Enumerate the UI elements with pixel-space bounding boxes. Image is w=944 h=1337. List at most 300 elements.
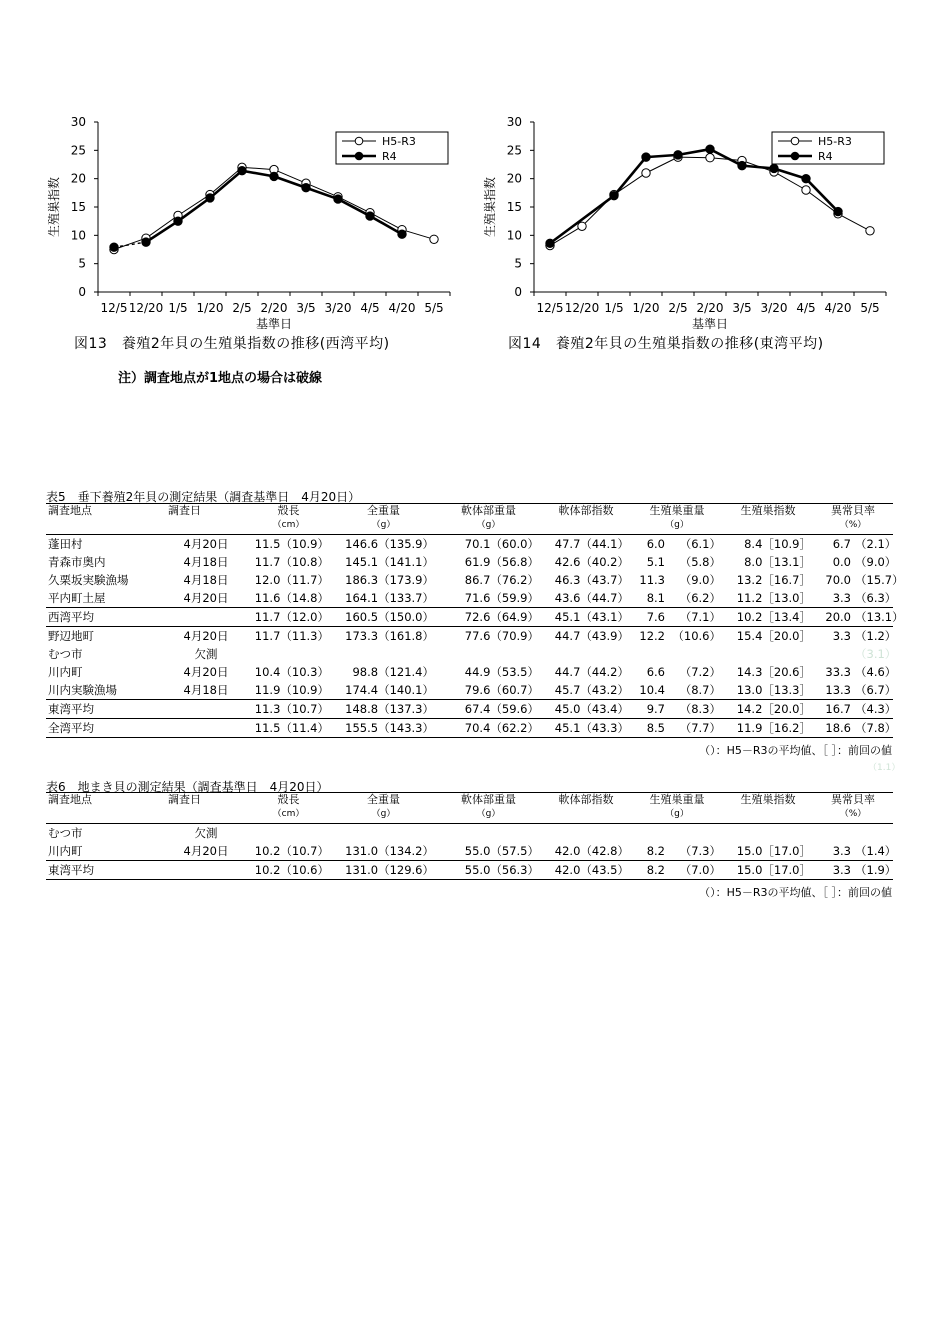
column-header bbox=[723, 793, 813, 824]
cell-site: むつ市 bbox=[48, 647, 83, 661]
data-point bbox=[366, 212, 374, 220]
cell-date: 4月20日 bbox=[183, 844, 229, 858]
x-tick-label: 5/5 bbox=[424, 301, 444, 315]
cell-shell: 10.2（10.7） bbox=[254, 844, 329, 858]
table-row bbox=[46, 842, 893, 861]
cell-site: 川内町 bbox=[48, 665, 83, 679]
x-tick-label: 1/20 bbox=[632, 301, 660, 315]
x-tick-label: 2/5 bbox=[232, 301, 252, 315]
cell-soft: 67.4（59.6） bbox=[436, 700, 541, 719]
cell-softidx bbox=[541, 645, 631, 663]
cell-gonad-p bbox=[667, 824, 723, 843]
y-tick-label: 10 bbox=[506, 228, 522, 243]
cell-total: 148.8（137.3） bbox=[331, 700, 436, 719]
cell-gonad-p: （7.7） bbox=[667, 719, 723, 738]
column-header bbox=[436, 504, 541, 535]
legend-marker bbox=[791, 152, 799, 160]
column-header-label: 殻長 bbox=[277, 504, 300, 517]
cell-gonad-p: （6.2） bbox=[679, 591, 721, 605]
series-line-segment bbox=[178, 198, 210, 221]
cell-gonad-v: 8.2 bbox=[646, 844, 665, 858]
legend-label: R4 bbox=[818, 150, 833, 163]
cell-site: 東湾平均 bbox=[46, 700, 166, 719]
y-axis-label: 生殖巣指数 bbox=[47, 176, 61, 238]
column-header-unit: （g） bbox=[476, 809, 501, 819]
column-header-label: 全重量 bbox=[367, 504, 400, 517]
y-tick-label: 10 bbox=[70, 228, 86, 243]
table-row bbox=[46, 571, 893, 589]
cell-gonad-p: （8.3） bbox=[667, 700, 723, 719]
cell-softidx: 42.0（43.5） bbox=[541, 861, 631, 880]
data-point bbox=[642, 153, 650, 161]
cell-date: 4月18日 bbox=[183, 573, 229, 587]
cell-gonad-p: （9.0） bbox=[679, 573, 721, 587]
column-header-label: 軟体部指数 bbox=[558, 504, 614, 517]
cell-abn-p bbox=[853, 824, 893, 843]
data-point bbox=[706, 154, 714, 162]
legend-label: H5-R3 bbox=[818, 135, 852, 148]
cell-gonad-v bbox=[631, 645, 667, 663]
x-tick-label: 1/20 bbox=[196, 301, 224, 315]
data-point bbox=[110, 243, 118, 251]
cell-gsi: 15.4［20.0］ bbox=[723, 627, 813, 646]
cell-abn-p: （15.7） bbox=[855, 573, 904, 587]
column-header bbox=[541, 504, 631, 535]
cell-site: 川内町 bbox=[48, 844, 83, 858]
x-tick-label: 1/5 bbox=[168, 301, 188, 315]
column-header-label: 殻長 bbox=[277, 793, 300, 806]
series-line-segment bbox=[678, 149, 710, 155]
table-row bbox=[46, 861, 893, 880]
cell-date: 4月18日 bbox=[183, 683, 229, 697]
data-point bbox=[834, 207, 842, 215]
column-header bbox=[46, 504, 166, 535]
cell-gonad-p bbox=[667, 645, 723, 663]
x-tick-label: 3/5 bbox=[296, 301, 316, 315]
data-point bbox=[206, 194, 214, 202]
data-point bbox=[706, 145, 714, 153]
data-point bbox=[546, 239, 554, 247]
table6-footnote: （）：H5－R3の平均値、［ ］：前回の値 bbox=[699, 886, 892, 899]
series-line-segment bbox=[242, 171, 274, 177]
chart-east-bay bbox=[476, 108, 896, 333]
cell-date: 欠測 bbox=[194, 826, 218, 840]
column-header-label: 調査地点 bbox=[48, 504, 92, 517]
table6-title: 表6 地まき貝の測定結果（調査基準日 4月20日） bbox=[46, 780, 329, 794]
cell-gsi bbox=[723, 645, 813, 663]
column-header-label: 生殖巣重量 bbox=[649, 793, 705, 806]
series-line-segment bbox=[338, 197, 370, 213]
series-line-segment bbox=[710, 149, 742, 165]
cell-date: 4月20日 bbox=[183, 665, 229, 679]
cell-soft bbox=[436, 645, 541, 663]
data-point bbox=[770, 164, 778, 172]
series-line-segment bbox=[402, 230, 434, 240]
cell-total: 186.3（173.9） bbox=[345, 573, 434, 587]
cell-gsi: 8.0［13.1］ bbox=[744, 555, 811, 569]
cell-abn-p: （7.8） bbox=[853, 719, 893, 738]
x-tick-label: 12/5 bbox=[100, 301, 128, 315]
cell-abn-v: 0.0 bbox=[832, 555, 851, 569]
data-point bbox=[642, 169, 650, 177]
cell-total: 146.6（135.9） bbox=[345, 537, 434, 551]
cell-gsi: 11.2［13.0］ bbox=[736, 591, 811, 605]
y-tick-label: 25 bbox=[506, 143, 522, 158]
legend-marker bbox=[355, 137, 363, 145]
x-tick-label: 3/20 bbox=[324, 301, 352, 315]
cell-abn-p: （4.3） bbox=[853, 700, 893, 719]
cell-total bbox=[331, 645, 436, 663]
y-tick-label: 0 bbox=[78, 285, 86, 299]
cell-softidx bbox=[541, 824, 631, 843]
cell-softidx: 42.0（42.8） bbox=[554, 844, 629, 858]
cell-gonad-p: （5.8） bbox=[679, 555, 721, 569]
column-header-label: 異常貝率 bbox=[831, 793, 875, 806]
column-header-unit: （g） bbox=[371, 520, 396, 530]
x-tick-label: 4/20 bbox=[824, 301, 852, 315]
cell-site: 東湾平均 bbox=[46, 861, 166, 880]
column-header-label: 調査日 bbox=[168, 793, 201, 806]
cell-soft: 70.1（60.0） bbox=[464, 537, 539, 551]
cell-date: 4月18日 bbox=[183, 555, 229, 569]
cell-softidx: 45.0（43.4） bbox=[541, 700, 631, 719]
cell-gsi: 14.2［20.0］ bbox=[723, 700, 813, 719]
cell-gonad-v: 10.4 bbox=[639, 683, 665, 697]
column-header bbox=[813, 793, 893, 824]
cell-date bbox=[166, 700, 246, 719]
cell-softidx: 44.7（43.9） bbox=[541, 627, 631, 646]
column-header bbox=[631, 793, 723, 824]
cell-shell: 11.7（11.3） bbox=[246, 627, 331, 646]
table6 bbox=[46, 792, 897, 880]
series-line-segment bbox=[806, 179, 838, 212]
x-tick-label: 1/5 bbox=[604, 301, 624, 315]
column-header-label: 調査日 bbox=[168, 504, 201, 517]
data-point bbox=[578, 222, 586, 230]
cell-total: 174.4（140.1） bbox=[345, 683, 434, 697]
cell-gonad-p: （8.7） bbox=[679, 683, 721, 697]
cell-total bbox=[331, 824, 436, 843]
column-header-label: 全重量 bbox=[367, 793, 400, 806]
y-tick-label: 30 bbox=[70, 115, 86, 129]
cell-gonad-v bbox=[631, 824, 667, 843]
series-line-segment bbox=[646, 157, 678, 173]
x-tick-label: 4/5 bbox=[360, 301, 380, 315]
cell-softidx: 46.3（43.7） bbox=[554, 573, 629, 587]
x-tick-label: 12/20 bbox=[128, 301, 164, 315]
table-row bbox=[46, 627, 893, 646]
cell-gsi bbox=[723, 824, 813, 843]
column-header-label: 軟体部重量 bbox=[461, 793, 516, 806]
column-header bbox=[631, 504, 723, 535]
cell-abn-v: 13.3 bbox=[825, 683, 851, 697]
data-point bbox=[302, 184, 310, 192]
cell-abn-p: （4.6） bbox=[855, 665, 897, 679]
cell-softidx: 44.7（44.2） bbox=[554, 665, 629, 679]
cell-site: 平内町土屋 bbox=[48, 591, 106, 605]
cell-date: 4月20日 bbox=[183, 591, 229, 605]
table5-title: 表5 垂下養殖2年貝の測定結果（調査基準日 4月20日） bbox=[46, 490, 361, 504]
series-line-segment bbox=[838, 214, 870, 231]
cell-shell: 11.5（11.4） bbox=[246, 719, 331, 738]
faint-mark: （1.1） bbox=[868, 763, 901, 773]
cell-abn-p: （1.2） bbox=[853, 627, 893, 646]
cell-softidx: 45.1（43.1） bbox=[541, 608, 631, 627]
series-line-segment bbox=[146, 221, 178, 242]
series-line-segment bbox=[242, 167, 274, 169]
series-line-segment bbox=[306, 188, 338, 199]
column-header-label: 生殖巣指数 bbox=[740, 793, 796, 806]
y-tick-label: 15 bbox=[70, 200, 86, 214]
cell-date: 4月20日 bbox=[166, 627, 246, 646]
cell-gonad-p: （7.1） bbox=[667, 608, 723, 627]
data-point bbox=[610, 191, 618, 199]
column-header bbox=[723, 504, 813, 535]
cell-gonad-p: （7.3） bbox=[679, 844, 721, 858]
cell-total: 131.0（129.6） bbox=[331, 861, 436, 880]
column-header-unit: （g） bbox=[476, 520, 501, 530]
cell-total: 160.5（150.0） bbox=[331, 608, 436, 627]
table5-footnote: （）：H5－R3の平均値、［ ］：前回の値 bbox=[699, 744, 892, 757]
y-tick-label: 20 bbox=[506, 171, 522, 186]
cell-softidx: 43.6（44.7） bbox=[554, 591, 629, 605]
legend-label: H5-R3 bbox=[382, 135, 416, 148]
table-row bbox=[46, 700, 893, 719]
table-row bbox=[46, 589, 893, 608]
y-tick-label: 0 bbox=[514, 285, 522, 299]
dashed-line-note: 注）調査地点が1地点の場合は破線 bbox=[118, 371, 323, 386]
table-row bbox=[46, 553, 893, 571]
cell-softidx: 45.7（43.2） bbox=[554, 683, 629, 697]
cell-soft: 61.9（56.8） bbox=[464, 555, 539, 569]
column-header bbox=[331, 504, 436, 535]
cell-site: 全湾平均 bbox=[46, 719, 166, 738]
cell-site: 蓬田村 bbox=[48, 537, 83, 551]
x-tick-label: 12/20 bbox=[564, 301, 600, 315]
cell-soft: 44.9（53.5） bbox=[464, 665, 539, 679]
cell-gsi: 11.9［16.2］ bbox=[723, 719, 813, 738]
data-point bbox=[334, 195, 342, 203]
cell-gonad-v: 6.0 bbox=[646, 537, 665, 551]
cell-soft: 86.7（76.2） bbox=[464, 573, 539, 587]
cell-gonad-v: 5.1 bbox=[646, 555, 665, 569]
x-tick-label: 4/5 bbox=[796, 301, 816, 315]
cell-shell: 12.0（11.7） bbox=[254, 573, 329, 587]
cell-softidx: 47.7（44.1） bbox=[554, 537, 629, 551]
series-line-segment bbox=[370, 213, 402, 230]
cell-site: むつ市 bbox=[48, 826, 83, 840]
series-line-segment bbox=[646, 155, 678, 157]
cell-abn-p: （1.9） bbox=[853, 861, 893, 880]
cell-abn-p: （6.3） bbox=[855, 591, 897, 605]
x-tick-label: 5/5 bbox=[860, 301, 880, 315]
y-tick-label: 30 bbox=[506, 115, 522, 129]
cell-shell: 11.7（12.0） bbox=[246, 608, 331, 627]
data-point bbox=[802, 186, 810, 194]
cell-abn-v: 3.3 bbox=[832, 591, 851, 605]
table5 bbox=[46, 503, 904, 738]
cell-softidx: 42.6（40.2） bbox=[554, 555, 629, 569]
cell-total: 173.3（161.8） bbox=[331, 627, 436, 646]
x-tick-label: 2/5 bbox=[668, 301, 688, 315]
cell-abn-v: 18.6 bbox=[813, 719, 853, 738]
y-tick-label: 15 bbox=[506, 200, 522, 214]
cell-abn-v: 3.3 bbox=[813, 627, 853, 646]
y-axis-label: 生殖巣指数 bbox=[483, 176, 497, 238]
cell-site: 西湾平均 bbox=[46, 608, 166, 627]
y-tick-label: 5 bbox=[514, 256, 522, 271]
cell-date bbox=[166, 861, 246, 880]
column-header-unit: （g） bbox=[665, 520, 689, 530]
cell-soft: 70.4（62.2） bbox=[436, 719, 541, 738]
column-header bbox=[166, 793, 246, 824]
column-header bbox=[541, 793, 631, 824]
y-tick-label: 20 bbox=[70, 171, 86, 186]
cell-date bbox=[166, 608, 246, 627]
cell-gonad-p: （7.0） bbox=[667, 861, 723, 880]
figure14-caption: 図14 養殖2年貝の生殖巣指数の推移(東湾平均) bbox=[508, 336, 824, 352]
column-header-label: 生殖巣指数 bbox=[740, 504, 796, 517]
cell-abn-p: （6.7） bbox=[855, 683, 897, 697]
legend-label: R4 bbox=[382, 150, 397, 163]
cell-date: 欠測 bbox=[194, 647, 218, 661]
data-point bbox=[174, 217, 182, 225]
column-header bbox=[436, 793, 541, 824]
table-row bbox=[46, 719, 893, 738]
cell-shell: 10.4（10.3） bbox=[254, 665, 329, 679]
series-line-segment bbox=[550, 196, 614, 244]
cell-abn-v: 3.3 bbox=[832, 844, 851, 858]
data-point bbox=[430, 235, 438, 243]
data-point bbox=[738, 161, 746, 169]
cell-total: 131.0（134.2） bbox=[345, 844, 434, 858]
cell-abn-p: （9.0） bbox=[855, 555, 897, 569]
cell-abn-v: 16.7 bbox=[813, 700, 853, 719]
column-header-label: 生殖巣重量 bbox=[649, 504, 705, 517]
table-row bbox=[46, 645, 893, 663]
table-row bbox=[46, 824, 893, 843]
cell-abn-v: 70.0 bbox=[825, 573, 851, 587]
legend-marker bbox=[791, 137, 799, 145]
x-axis-label: 基準日 bbox=[255, 317, 293, 331]
x-tick-label: 12/5 bbox=[536, 301, 564, 315]
cell-abn-p: （1.4） bbox=[855, 844, 897, 858]
y-tick-label: 25 bbox=[70, 143, 86, 158]
cell-gsi: 15.0［17.0］ bbox=[723, 861, 813, 880]
cell-gsi: 10.2［13.4］ bbox=[723, 608, 813, 627]
table-row bbox=[46, 681, 893, 700]
series-line-segment bbox=[550, 226, 582, 245]
column-header bbox=[246, 793, 331, 824]
data-point bbox=[398, 230, 406, 238]
cell-gonad-v: 9.7 bbox=[631, 700, 667, 719]
legend-marker bbox=[355, 152, 363, 160]
data-point bbox=[802, 174, 810, 182]
cell-gsi: 14.3［20.6］ bbox=[736, 665, 811, 679]
cell-gsi: 13.0［13.3］ bbox=[736, 683, 811, 697]
x-tick-label: 3/5 bbox=[732, 301, 752, 315]
cell-gonad-v: 12.2 bbox=[631, 627, 667, 646]
cell-soft: 79.6（60.7） bbox=[464, 683, 539, 697]
data-point bbox=[866, 227, 874, 235]
column-header bbox=[246, 504, 331, 535]
column-header-label: 異常貝率 bbox=[831, 504, 875, 517]
cell-softidx: 45.1（43.3） bbox=[541, 719, 631, 738]
series-line-segment bbox=[774, 168, 806, 178]
cell-shell: 10.2（10.6） bbox=[246, 861, 331, 880]
series-line-segment bbox=[210, 171, 242, 198]
cell-gonad-v: 8.5 bbox=[631, 719, 667, 738]
table-row bbox=[46, 608, 893, 627]
cell-total: 145.1（141.1） bbox=[345, 555, 434, 569]
cell-abn-v: 20.0 bbox=[813, 608, 853, 627]
cell-soft: 72.6（64.9） bbox=[436, 608, 541, 627]
data-point bbox=[142, 238, 150, 246]
data-point bbox=[238, 167, 246, 175]
column-header-unit: （cm） bbox=[272, 809, 305, 819]
chart-west-bay bbox=[40, 108, 460, 333]
cell-gsi: 13.2［16.7］ bbox=[736, 573, 811, 587]
cell-abn-v bbox=[813, 824, 853, 843]
series-line-segment bbox=[210, 167, 242, 194]
cell-gonad-v: 11.3 bbox=[639, 573, 665, 587]
cell-shell bbox=[246, 824, 331, 843]
y-tick-label: 5 bbox=[78, 256, 86, 271]
column-header-unit: （cm） bbox=[272, 520, 305, 530]
cell-gonad-p: （6.1） bbox=[679, 537, 721, 551]
cell-gonad-p: （7.2） bbox=[679, 665, 721, 679]
cell-abn-v: 3.3 bbox=[813, 861, 853, 880]
series-line-segment bbox=[742, 166, 774, 169]
column-header-unit: （g） bbox=[371, 809, 396, 819]
cell-date bbox=[166, 719, 246, 738]
series-line-segment bbox=[114, 238, 146, 249]
table-row bbox=[46, 535, 893, 554]
cell-soft: 55.0（57.5） bbox=[464, 844, 539, 858]
cell-site: 青森市奥内 bbox=[48, 555, 106, 569]
cell-shell: 11.6（14.8） bbox=[254, 591, 329, 605]
cell-shell: 11.3（10.7） bbox=[246, 700, 331, 719]
column-header-label: 軟体部指数 bbox=[558, 793, 614, 806]
column-header bbox=[166, 504, 246, 535]
cell-site: 川内実験漁場 bbox=[48, 683, 117, 697]
x-tick-label: 2/20 bbox=[696, 301, 724, 315]
column-header bbox=[813, 504, 893, 535]
cell-site: 野辺地町 bbox=[46, 627, 166, 646]
data-point bbox=[674, 151, 682, 159]
x-tick-label: 2/20 bbox=[260, 301, 288, 315]
cell-date: 4月20日 bbox=[183, 537, 229, 551]
column-header-label: 調査地点 bbox=[48, 793, 92, 806]
data-point bbox=[270, 172, 278, 180]
cell-shell: 11.5（10.9） bbox=[254, 537, 329, 551]
series-line-segment bbox=[114, 242, 146, 247]
cell-gonad-v: 6.6 bbox=[646, 665, 665, 679]
cell-soft: 71.6（59.9） bbox=[464, 591, 539, 605]
cell-abn-v bbox=[813, 645, 853, 663]
series-line-segment bbox=[338, 199, 370, 216]
column-header-unit: （%） bbox=[839, 809, 867, 819]
cell-abn-p: （13.1） bbox=[853, 608, 893, 627]
cell-shell: 11.9（10.9） bbox=[254, 683, 329, 697]
figure13-caption: 図13 養殖2年貝の生殖巣指数の推移(西湾平均) bbox=[74, 336, 390, 352]
column-header bbox=[46, 793, 166, 824]
cell-total: 155.5（143.3） bbox=[331, 719, 436, 738]
column-header-unit: （g） bbox=[665, 809, 689, 819]
series-line-segment bbox=[146, 216, 178, 239]
cell-shell: 11.7（10.8） bbox=[254, 555, 329, 569]
series-line-segment bbox=[274, 176, 306, 187]
